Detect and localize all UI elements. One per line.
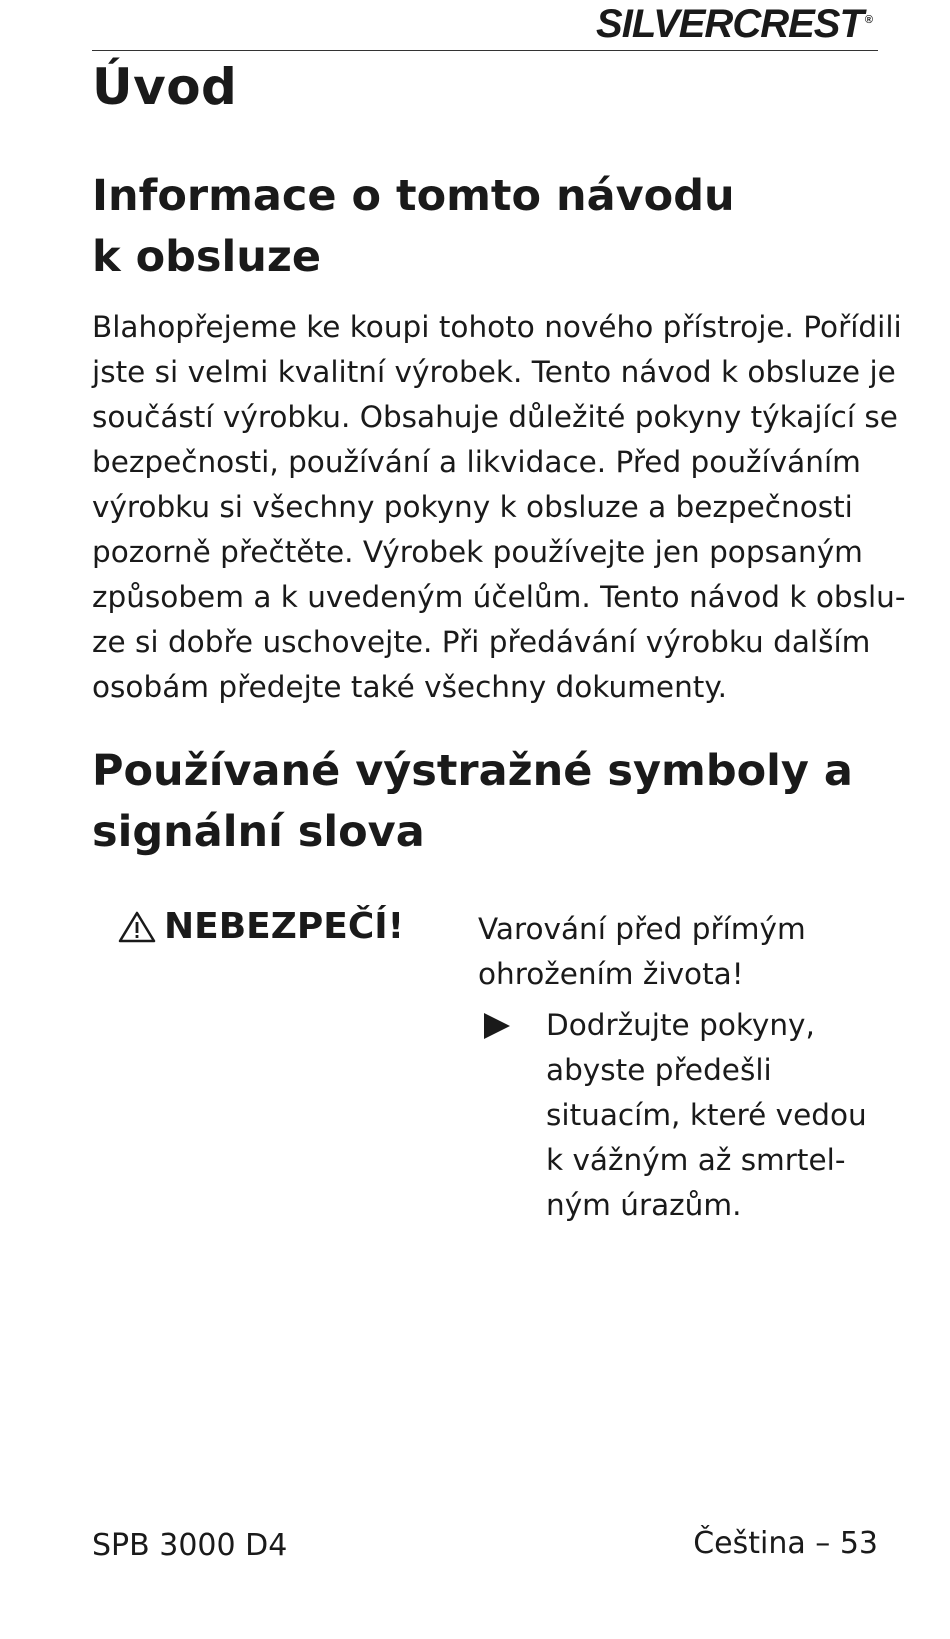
instruction-line: abyste předešli: [546, 1053, 772, 1087]
registered-mark: ®: [864, 14, 872, 26]
paragraph-line: součástí výrobku. Obsahuje důležité pokyny týkající se: [92, 400, 898, 434]
heading-line: Používané výstražné symboly a: [92, 746, 853, 796]
brand-logo: SILVERCREST ®: [596, 2, 872, 46]
instruction-line: situacím, které vedou: [546, 1098, 867, 1132]
paragraph-line: bezpečnosti, používání a likvidace. Před používáním: [92, 445, 861, 479]
intro-paragraph: [92, 305, 906, 710]
paragraph-line: výrobku si všechny pokyny k obsluze a bezpečnosti: [92, 490, 853, 524]
arrow-right-icon: [482, 1012, 512, 1040]
footer-model: SPB 3000 D4: [92, 1528, 288, 1563]
instruction-line: k vážným až smrtel-: [546, 1143, 846, 1177]
danger-signal: [118, 906, 404, 947]
warning-line: Varování před přímým: [478, 912, 806, 946]
paragraph-line: Blahopřejeme ke koupi tohoto nového přístroje. Pořídili: [92, 310, 902, 344]
paragraph-line: jste si velmi kvalitní výrobek. Tento návod k obsluze je: [92, 355, 896, 389]
warning-description: [478, 907, 898, 997]
warning-line: ohrožením života!: [478, 957, 744, 991]
heading-line: Informace o tomto návodu: [92, 171, 735, 221]
warning-triangle-icon: [118, 910, 156, 944]
section-heading-symbols: [92, 741, 912, 863]
section-heading-info: [92, 166, 892, 288]
heading-line: k obsluze: [92, 232, 322, 282]
paragraph-line: ze si dobře uschovejte. Při předávání výrobku dalším: [92, 625, 871, 659]
instruction-line: ným úrazům.: [546, 1188, 742, 1222]
paragraph-line: osobám předejte také všechny dokumenty.: [92, 670, 727, 704]
footer-page-label: Čeština – 53: [693, 1526, 878, 1561]
heading-line: signální slova: [92, 807, 425, 857]
page-title: Úvod: [92, 58, 238, 116]
instruction-line: Dodržujte pokyny,: [546, 1008, 815, 1042]
paragraph-line: pozorně přečtěte. Výrobek používejte jen popsaným: [92, 535, 863, 569]
header-rule: [92, 50, 878, 51]
paragraph-line: způsobem a k uvedeným účelům. Tento návod k obslu-: [92, 580, 906, 614]
signal-word: NEBEZPEČÍ!: [164, 906, 405, 947]
